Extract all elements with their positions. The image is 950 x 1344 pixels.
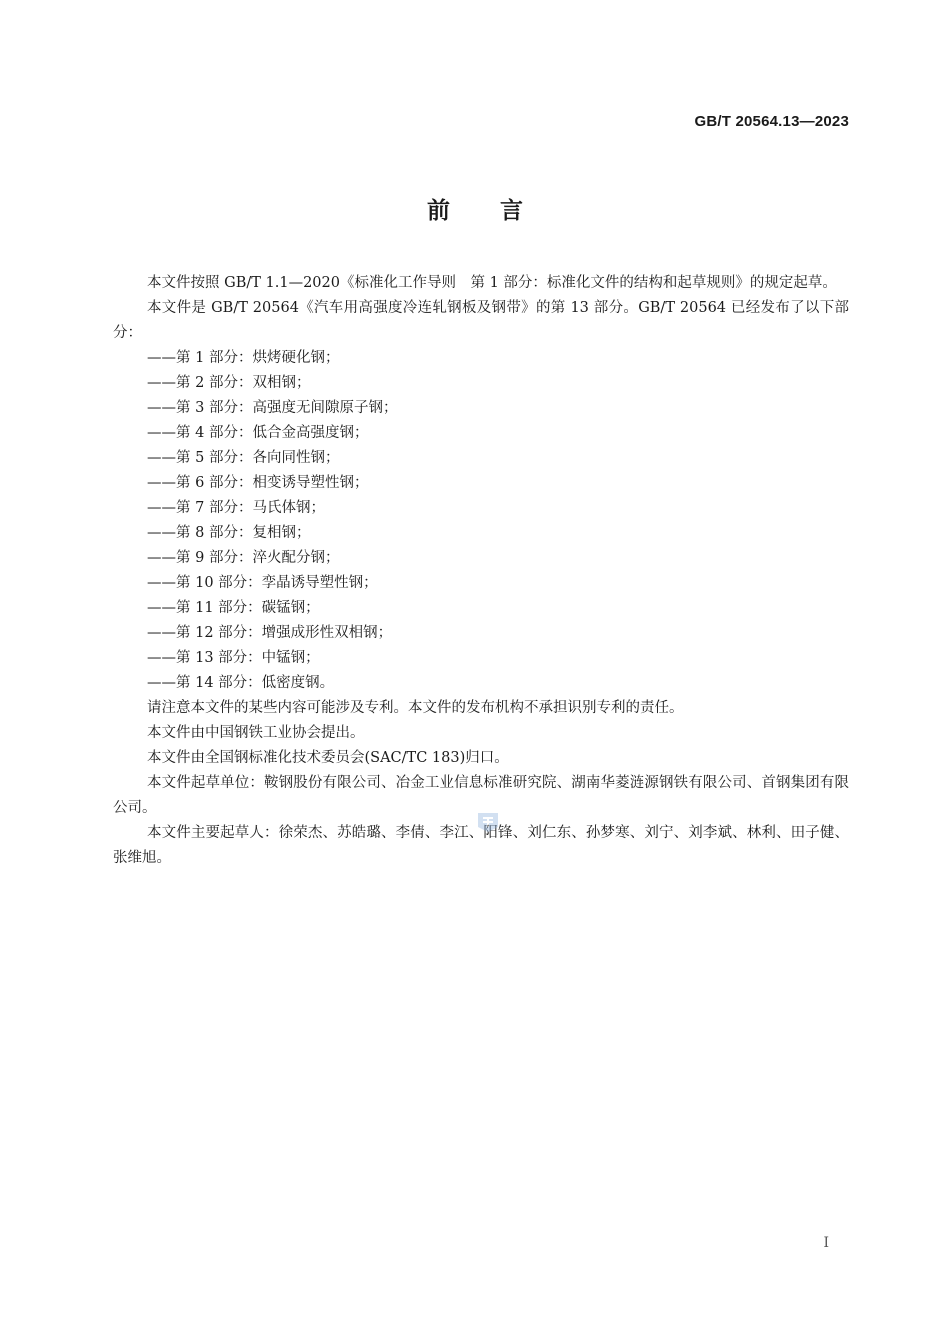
watermark-logo-icon — [476, 811, 500, 833]
list-item: ——第 5 部分：各向同性钢； — [147, 450, 340, 466]
document-body — [113, 271, 849, 871]
list-item: ——第 2 部分：双相钢； — [147, 375, 311, 391]
list-item: ——第 8 部分：复相钢； — [147, 525, 311, 541]
list-item: ——第 3 部分：高强度无间隙原子钢； — [147, 400, 398, 416]
parts-list — [113, 346, 849, 696]
page-title: 前言 — [427, 198, 573, 224]
list-item: ——第 11 部分：碳锰钢； — [147, 600, 320, 616]
standard-number: GB/T 20564.13—2023 — [694, 113, 849, 130]
list-item: ——第 9 部分：淬火配分钢； — [147, 550, 340, 566]
list-item: ——第 4 部分：低合金高强度钢； — [147, 425, 369, 441]
drafters: 本文件主要起草人：徐荣杰、苏皓璐、李倩、李江、阳锋、刘仁东、孙梦寒、刘宁、刘李斌、林利、田子健、张维旭。 — [113, 825, 849, 866]
page-number: Ⅰ — [823, 1235, 829, 1251]
list-item: ——第 12 部分：增强成形性双相钢； — [147, 625, 393, 641]
list-item: ——第 1 部分：烘烤硬化钢； — [147, 350, 340, 366]
list-item: ——第 10 部分：孪晶诱导塑性钢； — [147, 575, 378, 591]
list-item: ——第 7 部分：马氏体钢； — [147, 500, 325, 516]
proposer-statement: 本文件由中国钢铁工业协会提出。 — [147, 725, 365, 741]
list-item: ——第 14 部分：低密度钢。 — [147, 675, 335, 691]
paragraph: 本文件按照 GB/T 1.1—2020《标准化工作导则 第 1 部分：标准化文件的结构和起草规则》的规定起草。 — [147, 275, 837, 291]
list-item: ——第 6 部分：相变诱导塑性钢； — [147, 475, 369, 491]
paragraph: 本文件是 GB/T 20564《汽车用高强度冷连轧钢板及钢带》的第 13 部分。GB/T 20564 已经发布了以下部分： — [113, 300, 849, 341]
drafting-units: 本文件起草单位：鞍钢股份有限公司、冶金工业信息标准研究院、湖南华菱涟源钢铁有限公司、首钢集团有限公司。 — [113, 775, 849, 816]
technical-committee-statement: 本文件由全国钢标准化技术委员会(SAC/TC 183)归口。 — [147, 750, 509, 766]
patent-notice: 请注意本文件的某些内容可能涉及专利。本文件的发布机构不承担识别专利的责任。 — [147, 700, 684, 716]
list-item: ——第 13 部分：中锰钢； — [147, 650, 320, 666]
